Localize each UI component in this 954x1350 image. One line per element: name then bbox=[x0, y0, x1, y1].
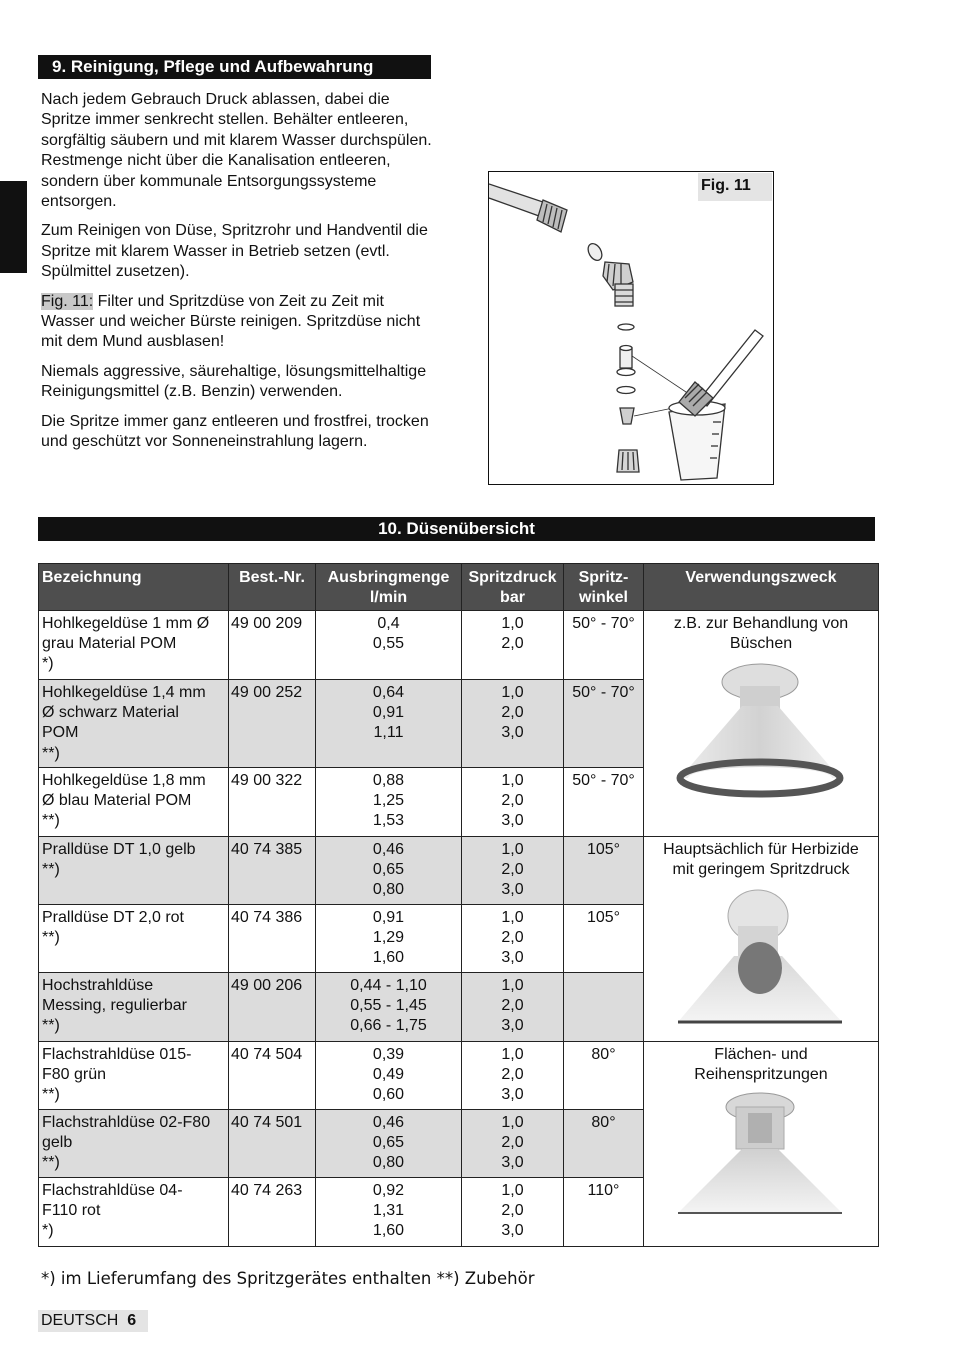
paragraph: Zum Reinigen von Düse, Spritzrohr und Handventil die Spritze mit klarem Wasser in Betrieb setzen (evtl. Spülmittel zusetzen). bbox=[41, 222, 428, 281]
cell-line: 1,0 bbox=[501, 841, 524, 858]
cell-line: Hohlkegeldüse 1 mm Ø bbox=[42, 615, 210, 632]
cell-line: 0,44 - 1,10 bbox=[350, 977, 427, 994]
header-usage: Verwendungszweck bbox=[644, 564, 879, 611]
usage-text bbox=[648, 614, 874, 654]
cell-line: grau Material POM bbox=[42, 635, 177, 653]
cell-line: 3,0 bbox=[501, 1154, 524, 1172]
cell-spray-angle bbox=[564, 973, 644, 1042]
cell-line: 2,0 bbox=[501, 861, 524, 879]
cell-line: 0,66 - 1,75 bbox=[350, 1017, 427, 1035]
cell-line: 1,0 bbox=[501, 615, 524, 632]
cell-usage bbox=[644, 837, 879, 1042]
cell-line: 2,0 bbox=[501, 997, 524, 1015]
cell-line: 0,91 bbox=[372, 704, 405, 722]
cell-spray-angle: 105° bbox=[564, 837, 644, 905]
paragraph bbox=[41, 292, 441, 353]
cell-line: Hohlkegeldüse 1,8 mm bbox=[42, 772, 206, 789]
cell-line: 2,0 bbox=[501, 1202, 524, 1220]
cell-line: gelb bbox=[42, 1134, 73, 1152]
cell-line: 1,0 bbox=[501, 1114, 524, 1131]
cell-name bbox=[39, 1042, 229, 1110]
cell-spray-angle: 110° bbox=[564, 1178, 644, 1247]
cell-line: 1,31 bbox=[372, 1202, 405, 1220]
cell-line: 0,88 bbox=[372, 772, 405, 789]
cell-line: 3,0 bbox=[501, 812, 524, 830]
cell-line: 1,0 bbox=[501, 1182, 524, 1199]
cell-name bbox=[39, 905, 229, 973]
cell-order-number: 49 00 209 bbox=[229, 611, 316, 680]
cell-line: **) bbox=[42, 1017, 60, 1035]
cell-line: **) bbox=[42, 1086, 60, 1104]
header-spray-angle: Spritz- winkel bbox=[564, 564, 644, 611]
nozzle-cleaning-illustration bbox=[489, 172, 774, 485]
cell-application-rate bbox=[316, 905, 462, 973]
cell-order-number: 40 74 504 bbox=[229, 1042, 316, 1110]
cell-usage bbox=[644, 1042, 879, 1247]
cell-line: 0,55 bbox=[372, 635, 405, 653]
cell-application-rate bbox=[316, 768, 462, 837]
cell-line: 2,0 bbox=[501, 704, 524, 722]
cell-name bbox=[39, 611, 229, 680]
page-footer bbox=[38, 1310, 148, 1332]
cell-line: 0,46 bbox=[372, 841, 405, 858]
cell-line: mit geringem Spritzdruck bbox=[672, 861, 850, 879]
cell-spray-pressure bbox=[462, 680, 564, 768]
table-row bbox=[39, 1042, 879, 1110]
cell-line: 1,29 bbox=[372, 929, 405, 947]
cell-spray-angle: 105° bbox=[564, 905, 644, 973]
cell-line: 1,53 bbox=[372, 812, 405, 830]
header-name: Bezeichnung bbox=[39, 564, 229, 611]
cell-line: **) bbox=[42, 812, 60, 830]
usage-text bbox=[648, 840, 874, 880]
nozzle-overview-table bbox=[38, 563, 879, 1247]
cell-name bbox=[39, 1178, 229, 1247]
section-9-title: 9. Reinigung, Pflege und Aufbewahrung bbox=[38, 55, 431, 79]
cell-order-number: 49 00 252 bbox=[229, 680, 316, 768]
cell-application-rate bbox=[316, 837, 462, 905]
cell-application-rate bbox=[316, 1178, 462, 1247]
cell-spray-pressure bbox=[462, 611, 564, 680]
table-row bbox=[39, 611, 879, 680]
cell-order-number: 40 74 386 bbox=[229, 905, 316, 973]
cell-line: 1,60 bbox=[372, 1222, 405, 1240]
header-spray-pressure: Spritzdruck bar bbox=[462, 564, 564, 611]
cell-line: 3,0 bbox=[501, 949, 524, 967]
cell-line: F110 rot bbox=[42, 1202, 101, 1220]
cell-usage bbox=[644, 611, 879, 837]
cell-spray-angle: 80° bbox=[564, 1110, 644, 1178]
cell-line: POM bbox=[42, 724, 79, 742]
table-row bbox=[39, 837, 879, 905]
cell-line: 1,60 bbox=[372, 949, 405, 967]
cell-line: 0,80 bbox=[372, 1154, 405, 1172]
cell-line: Ø schwarz Material bbox=[42, 704, 179, 722]
cell-line: 1,25 bbox=[372, 792, 405, 810]
cell-application-rate bbox=[316, 611, 462, 680]
cell-line: 0,80 bbox=[372, 881, 405, 899]
cell-line: 1,0 bbox=[501, 772, 524, 789]
paragraph: Niemals aggressive, säurehaltige, lösungsmittelhaltige Reinigungsmittel (z.B. Benzin) verwenden. bbox=[41, 362, 427, 401]
cell-line: 2,0 bbox=[501, 1066, 524, 1084]
cell-line: 0,55 - 1,45 bbox=[350, 997, 427, 1015]
cell-line: Hohlkegeldüse 1,4 mm bbox=[42, 684, 206, 701]
cell-spray-pressure bbox=[462, 1042, 564, 1110]
cell-spray-pressure bbox=[462, 905, 564, 973]
cell-line: Ø blau Material POM bbox=[42, 792, 192, 810]
cell-order-number: 49 00 322 bbox=[229, 768, 316, 837]
paragraph: Die Spritze immer ganz entleeren und frostfrei, trocken und geschützt vor Sonneneinstrahlung lagern. bbox=[41, 412, 429, 451]
cell-line: *) bbox=[42, 655, 54, 673]
cell-line: Hochstrahldüse bbox=[42, 977, 154, 994]
cell-line: Büschen bbox=[729, 635, 793, 653]
cell-line: 0,91 bbox=[372, 909, 405, 926]
paragraph: Nach jedem Gebrauch Druck ablassen, dabei die Spritze immer senkrecht stellen. Behälter entleeren, sorgfältig säubern und mit klarem Wasser durchspülen. Restmenge nicht über die Kanalisation entleeren, sondern über kommunale Entsorgungssysteme entsorgen. bbox=[41, 91, 432, 211]
cell-spray-angle: 50° - 70° bbox=[564, 611, 644, 680]
cell-line: 0,4 bbox=[377, 615, 400, 632]
cell-spray-pressure bbox=[462, 837, 564, 905]
cell-order-number: 49 00 206 bbox=[229, 973, 316, 1042]
cell-line: 0,65 bbox=[372, 861, 405, 879]
cell-application-rate bbox=[316, 680, 462, 768]
cell-line: 3,0 bbox=[501, 724, 524, 742]
cell-line: **) bbox=[42, 929, 60, 947]
cell-spray-pressure bbox=[462, 1178, 564, 1247]
cell-line: 3,0 bbox=[501, 1086, 524, 1104]
section-9-body bbox=[41, 90, 441, 462]
cell-line: 3,0 bbox=[501, 1017, 524, 1035]
cell-line: **) bbox=[42, 1154, 60, 1172]
cell-name bbox=[39, 1110, 229, 1178]
cell-line: Pralldüse DT 1,0 gelb bbox=[42, 841, 196, 858]
cell-line: **) bbox=[42, 744, 60, 762]
deflector-spray-icon bbox=[676, 886, 846, 1031]
cell-line: Flachstrahldüse 015- bbox=[42, 1046, 192, 1063]
cell-line: 0,60 bbox=[372, 1086, 405, 1104]
cell-name bbox=[39, 837, 229, 905]
language-side-tab bbox=[0, 181, 27, 273]
cell-line: 3,0 bbox=[501, 1222, 524, 1240]
cell-line: 1,0 bbox=[501, 977, 524, 994]
figure-label: Fig. 11 bbox=[698, 173, 772, 201]
cell-line: 2,0 bbox=[501, 929, 524, 947]
cell-line: **) bbox=[42, 861, 60, 879]
cell-spray-angle: 80° bbox=[564, 1042, 644, 1110]
cell-order-number: 40 74 501 bbox=[229, 1110, 316, 1178]
flat-fan-spray-icon bbox=[676, 1091, 846, 1219]
header-order-number: Best.-Nr. bbox=[229, 564, 316, 611]
cell-line: 0,65 bbox=[372, 1134, 405, 1152]
cell-line: Pralldüse DT 2,0 rot bbox=[42, 909, 184, 926]
cell-spray-pressure bbox=[462, 1110, 564, 1178]
cell-line: 1,0 bbox=[501, 1046, 524, 1063]
cell-line: 1,0 bbox=[501, 684, 524, 701]
cell-line: Flachstrahldüse 04- bbox=[42, 1182, 183, 1199]
cell-line: 2,0 bbox=[501, 1134, 524, 1152]
cell-spray-pressure bbox=[462, 973, 564, 1042]
cell-application-rate bbox=[316, 1110, 462, 1178]
cell-line: F80 grün bbox=[42, 1066, 107, 1084]
cell-line: Hauptsächlich für Herbizide bbox=[663, 841, 859, 858]
cell-order-number: 40 74 385 bbox=[229, 837, 316, 905]
cell-line: 0,39 bbox=[372, 1046, 405, 1063]
cell-line: 2,0 bbox=[501, 792, 524, 810]
cell-line: Flächen- und bbox=[714, 1046, 808, 1063]
footer-language: DEUTSCH bbox=[41, 1312, 119, 1329]
table-header-row bbox=[39, 564, 879, 611]
page-number: 6 bbox=[127, 1312, 137, 1329]
cell-line: z.B. zur Behandlung von bbox=[673, 615, 849, 632]
hollow-cone-spray-icon bbox=[676, 660, 846, 800]
cell-spray-pressure bbox=[462, 768, 564, 837]
cell-line: 0,64 bbox=[372, 684, 405, 701]
cell-line: Flachstrahldüse 02-F80 bbox=[42, 1114, 211, 1131]
usage-text bbox=[648, 1045, 874, 1085]
figure-reference: Fig. 11: bbox=[41, 292, 94, 310]
cell-name bbox=[39, 973, 229, 1042]
cell-application-rate bbox=[316, 1042, 462, 1110]
cell-line: 2,0 bbox=[501, 635, 524, 653]
cell-line: Messing, regulierbar bbox=[42, 997, 187, 1015]
paragraph-text: Filter und Spritzdüse von Zeit zu Zeit mit Wasser und weicher Bürste reinigen. Spritzdüse nicht mit dem Mund ausblasen! bbox=[41, 292, 421, 351]
cell-line: Reihenspritzungen bbox=[694, 1066, 828, 1084]
cell-line: 1,0 bbox=[501, 909, 524, 926]
cell-line: *) bbox=[42, 1222, 54, 1240]
cell-line: 0,46 bbox=[372, 1114, 405, 1131]
section-10-title: 10. Düsenübersicht bbox=[38, 517, 875, 541]
cell-name bbox=[39, 680, 229, 768]
cell-name bbox=[39, 768, 229, 837]
cell-line: 0,92 bbox=[372, 1182, 405, 1199]
footnote: *) im Lieferumfang des Spritzgerätes enthalten **) Zubehör bbox=[41, 1269, 535, 1288]
cell-application-rate bbox=[316, 973, 462, 1042]
cell-spray-angle: 50° - 70° bbox=[564, 680, 644, 768]
paragraph bbox=[41, 221, 441, 282]
cell-spray-angle: 50° - 70° bbox=[564, 768, 644, 837]
cell-line: 1,11 bbox=[373, 724, 404, 742]
figure-11 bbox=[488, 171, 774, 485]
cell-line: 0,49 bbox=[372, 1066, 405, 1084]
cell-order-number: 40 74 263 bbox=[229, 1178, 316, 1247]
cell-line: 3,0 bbox=[501, 881, 524, 899]
header-application-rate: Ausbringmenge l/min bbox=[316, 564, 462, 611]
